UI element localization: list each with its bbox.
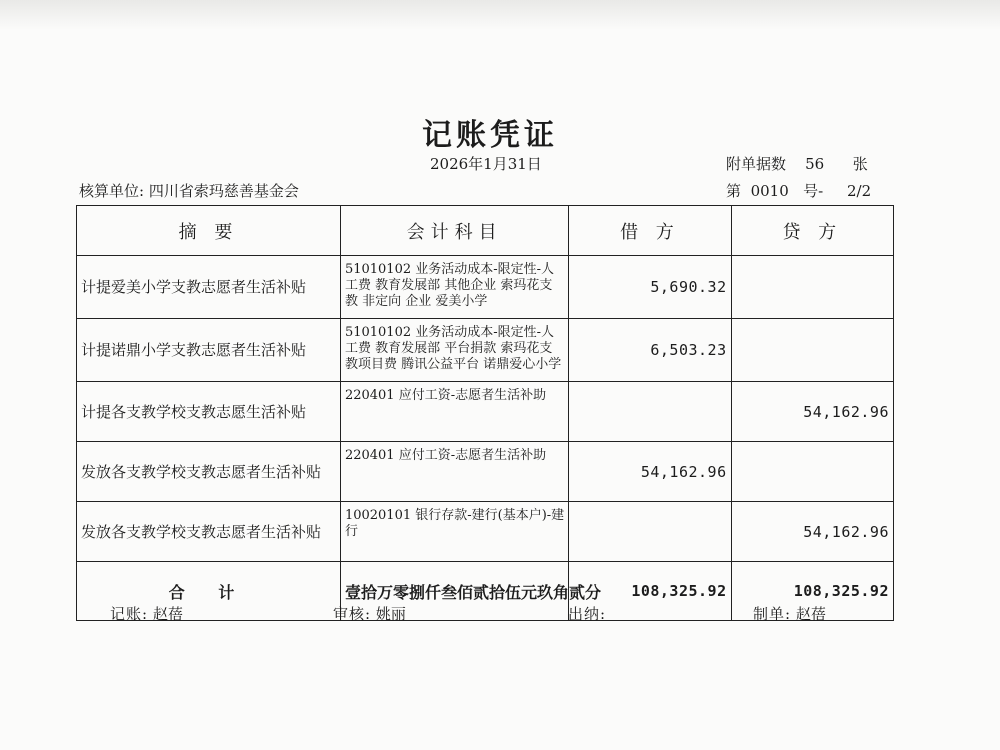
- total-amount-words: 壹拾万零捌仟叁佰贰拾伍元玖角贰分: [340, 562, 568, 621]
- voucher-table: [76, 205, 894, 621]
- row-account: 51010102 业务活动成本-限定性-人工费 教育发展部 平台捐款 索玛花支教项目费 腾讯公益平台 诺鼎爱心小学: [340, 319, 568, 382]
- row-account: 220401 应付工资-志愿者生活补助: [340, 442, 568, 502]
- number-prefix: 第: [726, 182, 742, 200]
- number-suffix: 号-: [803, 182, 824, 200]
- table-row: [77, 442, 894, 502]
- row-debit: 54,162.96: [569, 442, 731, 502]
- voucher-page-number: 2/2: [846, 182, 872, 200]
- cashier-signature: [568, 603, 606, 624]
- row-summary: 计提诺鼎小学支教志愿者生活补贴: [77, 319, 341, 382]
- row-account: 51010102 业务活动成本-限定性-人工费 教育发展部 其他企业 索玛花支教 非定向 企业 爱美小学: [340, 256, 568, 319]
- table-header-row: [77, 206, 894, 256]
- row-account: 220401 应付工资-志愿者生活补助: [340, 382, 568, 442]
- voucher-date: 2026年1月31日: [430, 155, 542, 173]
- total-label: 合 计: [77, 562, 341, 621]
- attachments-unit: 张: [852, 155, 868, 173]
- voucher-title: 记账凭证: [422, 118, 558, 153]
- header-credit: 贷 方: [731, 206, 893, 256]
- row-credit: [731, 319, 893, 382]
- reviewer-label: 审核:: [333, 605, 372, 623]
- total-debit: 108,325.92: [569, 562, 731, 621]
- table-row: [77, 382, 894, 442]
- row-summary: 计提各支教学校支教志愿生活补贴: [77, 382, 341, 442]
- preparer-label: 制单:: [753, 605, 792, 623]
- cashier-label: 出纳:: [568, 605, 607, 623]
- attachments-info: [726, 153, 868, 174]
- row-summary: 计提爱美小学支教志愿者生活补贴: [77, 256, 341, 319]
- header-debit: 借 方: [569, 206, 731, 256]
- voucher-number: 0010: [750, 182, 789, 200]
- table-row: [77, 502, 894, 562]
- row-summary: 发放各支教学校支教志愿者生活补贴: [77, 442, 341, 502]
- row-debit: [569, 502, 731, 562]
- unit-name: 四川省索玛慈善基金会: [148, 182, 299, 200]
- row-debit: 6,503.23: [569, 319, 731, 382]
- row-credit: [731, 442, 893, 502]
- table-row: [77, 256, 894, 319]
- total-credit: 108,325.92: [731, 562, 893, 621]
- row-debit: [569, 382, 731, 442]
- row-summary: 发放各支教学校支教志愿者生活补贴: [77, 502, 341, 562]
- unit-label: 核算单位:: [79, 182, 145, 200]
- attachments-label: 附单据数: [726, 155, 787, 173]
- row-debit: 5,690.32: [569, 256, 731, 319]
- header-summary: 摘 要: [77, 206, 341, 256]
- row-account: 10020101 银行存款-建行(基本户)-建行: [340, 502, 568, 562]
- attachments-count: 56: [805, 155, 825, 173]
- reviewer-signature: [333, 603, 406, 624]
- voucher-number-line: [726, 180, 871, 201]
- row-credit: 54,162.96: [731, 382, 893, 442]
- bookkeeper-signature: [110, 603, 183, 624]
- preparer-name: 赵蓓: [795, 605, 826, 623]
- row-credit: [731, 256, 893, 319]
- accounting-unit: [79, 180, 299, 201]
- row-credit: 54,162.96: [731, 502, 893, 562]
- reviewer-name: 姚丽: [375, 605, 406, 623]
- scan-edge-shadow: [0, 0, 1000, 30]
- bookkeeper-name: 赵蓓: [152, 605, 183, 623]
- table-row: [77, 319, 894, 382]
- bookkeeper-label: 记账:: [110, 605, 149, 623]
- preparer-signature: [753, 603, 826, 624]
- header-account: 会计科目: [340, 206, 568, 256]
